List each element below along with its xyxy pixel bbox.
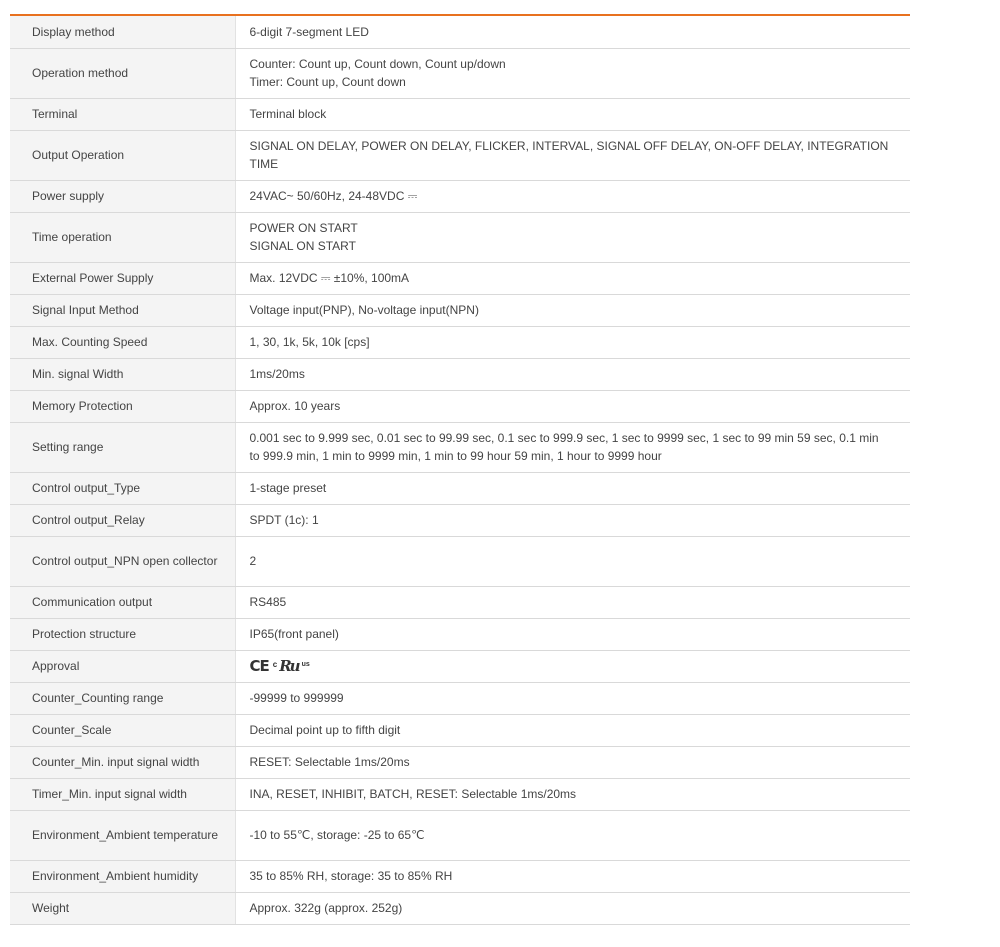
spec-value: Voltage input(PNP), No-voltage input(NPN) xyxy=(235,294,910,326)
spec-label: Operation method xyxy=(10,48,235,98)
spec-row-display-method xyxy=(10,16,910,48)
spec-value: Decimal point up to fifth digit xyxy=(235,714,910,746)
spec-row-memory-protection xyxy=(10,390,910,422)
spec-row-time-operation xyxy=(10,212,910,262)
spec-row-counter-counting-range xyxy=(10,682,910,714)
spec-row-power-supply xyxy=(10,180,910,212)
spec-value xyxy=(235,48,910,98)
spec-value: Max. 12VDC ⎓ ±10%, 100mA xyxy=(235,262,910,294)
spec-value-line: POWER ON START xyxy=(249,221,358,235)
ce-mark-icon: CE xyxy=(249,657,269,675)
spec-label: Control output_Type xyxy=(10,472,235,504)
spec-row-control-output-npn xyxy=(10,536,910,586)
spec-table xyxy=(10,16,910,925)
spec-value-line: SIGNAL ON START xyxy=(249,239,356,253)
spec-label: Time operation xyxy=(10,212,235,262)
spec-value: SPDT (1c): 1 xyxy=(235,504,910,536)
spec-value-line: Timer: Count up, Count down xyxy=(249,75,406,89)
spec-row-communication-output xyxy=(10,586,910,618)
spec-value: 24VAC~ 50/60Hz, 24-48VDC ⎓ xyxy=(235,180,910,212)
spec-label: Counter_Counting range xyxy=(10,682,235,714)
spec-row-external-power-supply xyxy=(10,262,910,294)
spec-label: Display method xyxy=(10,16,235,48)
spec-row-protection-structure xyxy=(10,618,910,650)
spec-value-line: Counter: Count up, Count down, Count up/down xyxy=(249,57,506,71)
ul-recognized-mark-icon: Ru xyxy=(279,657,299,675)
spec-label: Setting range xyxy=(10,422,235,472)
spec-value: -10 to 55℃, storage: -25 to 65℃ xyxy=(235,810,910,860)
spec-value: INA, RESET, INHIBIT, BATCH, RESET: Selectable 1ms/20ms xyxy=(235,778,910,810)
spec-row-setting-range xyxy=(10,422,910,472)
spec-sheet xyxy=(10,14,910,925)
spec-row-max-counting-speed xyxy=(10,326,910,358)
spec-row-timer-min-input xyxy=(10,778,910,810)
spec-value: RESET: Selectable 1ms/20ms xyxy=(235,746,910,778)
spec-value: 1ms/20ms xyxy=(235,358,910,390)
spec-label: Communication output xyxy=(10,586,235,618)
spec-label: Power supply xyxy=(10,180,235,212)
spec-row-ambient-humidity xyxy=(10,860,910,892)
spec-row-weight xyxy=(10,892,910,924)
spec-label: Timer_Min. input signal width xyxy=(10,778,235,810)
spec-label: Max. Counting Speed xyxy=(10,326,235,358)
spec-label: Environment_Ambient temperature xyxy=(10,810,235,860)
spec-value: IP65(front panel) xyxy=(235,618,910,650)
spec-value: 1-stage preset xyxy=(235,472,910,504)
spec-label: Counter_Scale xyxy=(10,714,235,746)
spec-row-control-output-relay xyxy=(10,504,910,536)
spec-value: Approx. 10 years xyxy=(235,390,910,422)
spec-value: 1, 30, 1k, 5k, 10k [cps] xyxy=(235,326,910,358)
spec-row-approval xyxy=(10,650,910,682)
us-mark-icon: us xyxy=(301,661,310,668)
spec-label: Output Operation xyxy=(10,130,235,180)
approval-marks xyxy=(250,656,310,675)
spec-row-ambient-temperature xyxy=(10,810,910,860)
spec-label: Signal Input Method xyxy=(10,294,235,326)
spec-row-output-operation xyxy=(10,130,910,180)
spec-label: Weight xyxy=(10,892,235,924)
spec-label: Counter_Min. input signal width xyxy=(10,746,235,778)
spec-value: 2 xyxy=(235,536,910,586)
spec-row-terminal xyxy=(10,98,910,130)
spec-value: Terminal block xyxy=(235,98,910,130)
spec-value: 6-digit 7-segment LED xyxy=(235,16,910,48)
spec-value: RS485 xyxy=(235,586,910,618)
spec-value: Approx. 322g (approx. 252g) xyxy=(235,892,910,924)
spec-label: Memory Protection xyxy=(10,390,235,422)
spec-row-signal-input-method xyxy=(10,294,910,326)
spec-label: Min. signal Width xyxy=(10,358,235,390)
spec-value: SIGNAL ON DELAY, POWER ON DELAY, FLICKER, INTERVAL, SIGNAL OFF DELAY, ON-OFF DELAY, INTEGRATION TIME xyxy=(235,130,910,180)
spec-label: External Power Supply xyxy=(10,262,235,294)
spec-label: Protection structure xyxy=(10,618,235,650)
spec-value: 0.001 sec to 9.999 sec, 0.01 sec to 99.99 sec, 0.1 sec to 999.9 sec, 1 sec to 9999 sec, 1 sec to 99 min 59 sec, 0.1 min to 999.9 min, 1 min to 9999 min, 1 min to 99 hour 59 min, 1 hour to 9999 hour xyxy=(235,422,910,472)
spec-value xyxy=(235,650,910,682)
spec-row-control-output-type xyxy=(10,472,910,504)
spec-row-operation-method xyxy=(10,48,910,98)
spec-label: Terminal xyxy=(10,98,235,130)
spec-label: Environment_Ambient humidity xyxy=(10,860,235,892)
spec-row-min-signal-width xyxy=(10,358,910,390)
c-mark-icon: c xyxy=(272,660,278,669)
spec-label: Approval xyxy=(10,650,235,682)
spec-row-counter-min-input xyxy=(10,746,910,778)
spec-value xyxy=(235,212,910,262)
spec-value: 35 to 85% RH, storage: 35 to 85% RH xyxy=(235,860,910,892)
spec-value: -99999 to 999999 xyxy=(235,682,910,714)
spec-label: Control output_NPN open collector xyxy=(10,536,235,586)
spec-label: Control output_Relay xyxy=(10,504,235,536)
spec-row-counter-scale xyxy=(10,714,910,746)
